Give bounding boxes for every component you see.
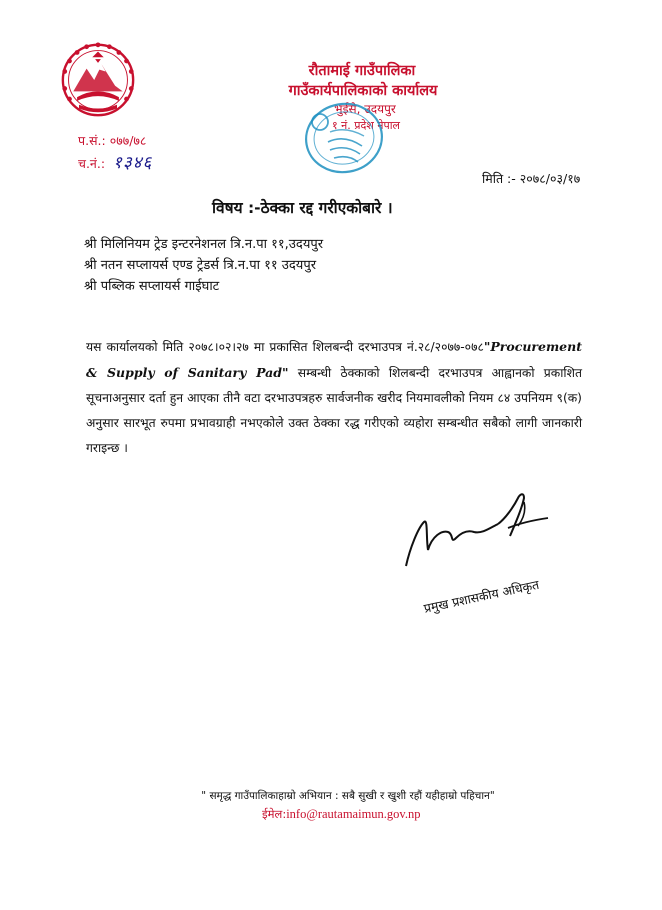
letter-body — [86, 334, 582, 461]
footer-email — [262, 807, 421, 822]
footer-motto: " समृद्ध गाउँपालिकाहाम्रो अभियान : सबै सुखी र खुशी रहौं यहीहाम्रो पहिचान" — [201, 790, 495, 802]
email-address: info@rautamaimun.gov.np — [286, 807, 421, 821]
organization-name: रौतामाई गाउँपालिका — [308, 63, 416, 79]
handwritten-signature-icon — [398, 488, 566, 588]
nepal-emblem-icon — [60, 42, 136, 118]
office-name: गाउँकार्यपालिकाको कार्यालय — [288, 83, 438, 99]
ps-value: ०७७/७८ — [109, 133, 147, 148]
cn-value: १३४६ — [113, 153, 153, 173]
addressee-list — [84, 234, 323, 297]
patra-sankhya — [78, 132, 146, 149]
date-value: २०७८/०३/१७ — [519, 171, 581, 186]
ps-label: प.सं.: — [78, 133, 106, 148]
tender-title: "Procurement & Supply of Sanitary Pad" — [86, 339, 582, 380]
addressee-item: श्री नतन सप्लायर्स एण्ड ट्रेडर्स त्रि.न.पा ११ उदयपुर — [84, 258, 317, 273]
cn-label: च.नं.: — [78, 156, 106, 171]
addressee-item: श्री मिलिनियम ट्रेड इन्टरनेशनल त्रि.न.पा ११,उदयपुर — [84, 237, 324, 252]
email-label: ईमेल: — [262, 807, 287, 821]
body-part-1: यस कार्यालयको मिति २०७८।०२।२७ मा प्रकासित शिलबन्दी दरभाउपत्र नं.२८/२०७७-०७८ — [86, 340, 484, 354]
signatory-designation: प्रमुख प्रशासकीय अधिकृत — [422, 576, 541, 616]
body-part-2: सम्बन्धी ठेक्काको शिलबन्दी दरभाउपत्र आह्वानको प्रकाशित सूचनाअनुसार दर्ता हुन आएका तीनै वटा दरभाउपत्रहरु सार्वजनीक खरीद नियमावलीको नियम ८४ उपनियम ९(क) अनुसार सारभूत रुपमा प्रभावग्राही नभएकोले उक्त ठेक्का रद्ध गरीएको व्यहोरा सम्बन्धीत सबैको लागी जानकारी गराइन्छ । — [86, 366, 582, 455]
office-province: १ नं. प्रदेश नेपाल — [331, 119, 401, 132]
date-label: मिति :- — [482, 171, 516, 186]
official-stamp-icon — [296, 96, 392, 180]
chalani-number — [78, 150, 152, 173]
addressee-item: श्री पब्लिक सप्लायर्स गाईघाट — [84, 279, 220, 294]
letter-subject: विषय :-ठेक्का रद्द गरीएकोबारे । — [212, 199, 393, 217]
letter-date — [482, 170, 580, 187]
office-location: भुईसे, उदयपुर — [334, 102, 396, 116]
